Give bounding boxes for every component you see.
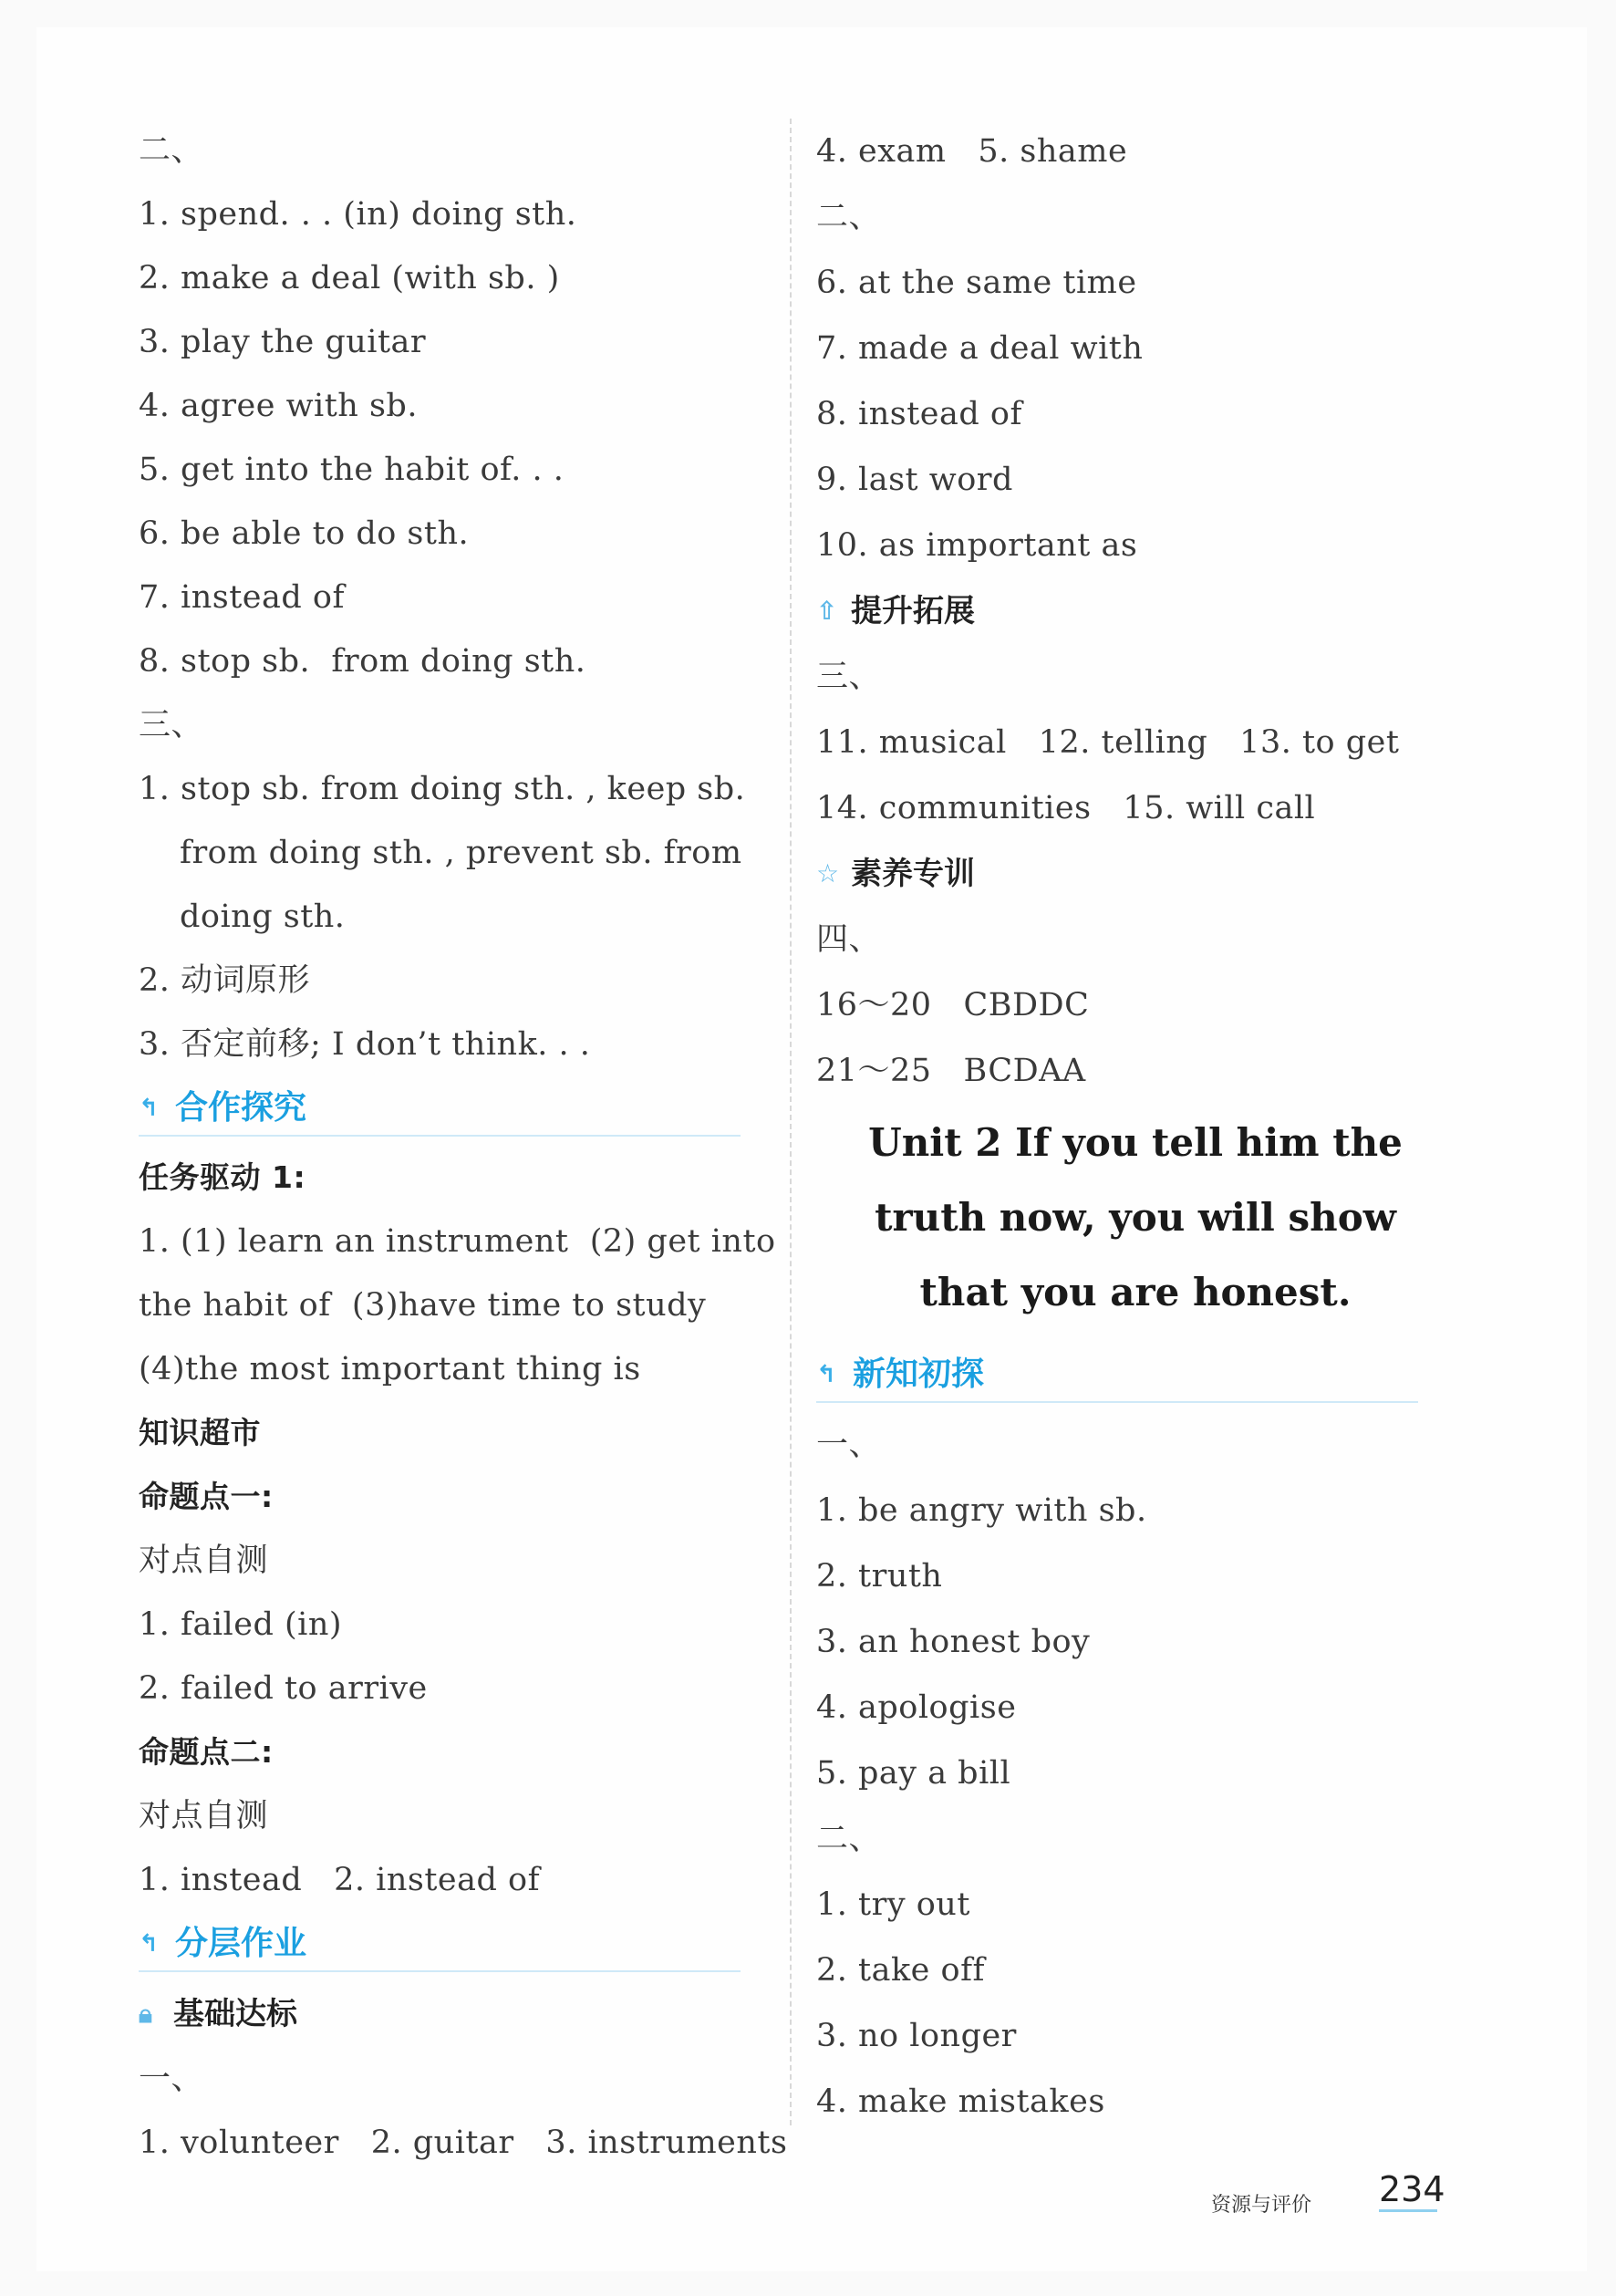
subsection-title-text: 提升拓展	[851, 593, 975, 629]
answer-line: 8. instead of	[816, 396, 1022, 432]
answer-line: 1. volunteer 2. guitar 3. instruments	[139, 2125, 788, 2161]
left-column	[139, 119, 788, 2175]
star-icon: ☆	[816, 858, 840, 888]
section-heading: 四、	[816, 921, 882, 958]
answer-line: 9. last word	[816, 462, 1013, 498]
answer-line: 5. get into the habit of. . .	[139, 452, 565, 488]
point-heading: 命题点一:	[139, 1479, 274, 1514]
self-test-label: 对点自测	[139, 1543, 269, 1579]
section-title-new-knowledge	[816, 1348, 1418, 1403]
up-arrow-icon: ⇧	[816, 596, 838, 626]
answer-line: 3. play the guitar	[139, 324, 427, 360]
answer-line: 6. be able to do sth.	[139, 515, 470, 552]
answer-line: the habit of (3)have time to study	[139, 1287, 707, 1324]
answer-line: (4)the most important thing is	[139, 1351, 641, 1387]
answer-line: 21～25 BCDAA	[816, 1053, 1086, 1089]
answer-line: 7. instead of	[139, 579, 345, 616]
answer-line: 2. make a deal (with sb. )	[139, 260, 560, 296]
bookmark-arrow-icon: ↰	[139, 1095, 159, 1122]
answer-line: 1. try out	[816, 1886, 970, 1923]
answer-line: 1. spend. . . (in) doing sth.	[139, 196, 577, 233]
unit-title	[816, 1106, 1455, 1330]
section-heading: 三、	[816, 659, 882, 695]
answer-line: 3. an honest boy	[816, 1624, 1091, 1660]
answer-line: 1. (1) learn an instrument (2) get into	[139, 1223, 776, 1260]
footer-label: 资源与评价	[1211, 2194, 1312, 2217]
answer-line: 10. as important as	[816, 527, 1138, 564]
answer-line: doing sth.	[180, 899, 346, 935]
subsection-basic	[139, 1981, 777, 2047]
answer-line: 5. pay a bill	[816, 1755, 1011, 1792]
answer-line: 1. stop sb. from doing sth. , keep sb.	[139, 771, 746, 807]
section-heading: 一、	[816, 1427, 882, 1463]
answer-line: 4. apologise	[816, 1689, 1017, 1726]
answer-line: 2. 动词原形	[139, 962, 311, 999]
subsection-title-text: 基础达标	[173, 1996, 297, 2032]
section-heading: 一、	[139, 2061, 204, 2097]
answer-line: 8. stop sb. from doing sth.	[139, 643, 586, 680]
answer-line: 7. made a deal with	[816, 330, 1144, 367]
answer-line: 16～20 CBDDC	[816, 987, 1090, 1023]
subsection-literacy	[816, 841, 1455, 907]
answer-line: 11. musical 12. telling 13. to get	[816, 724, 1400, 761]
right-column	[816, 119, 1455, 2135]
self-test-label: 对点自测	[139, 1798, 269, 1834]
knowledge-heading: 知识超市	[139, 1415, 261, 1450]
answer-line: 3. 否定前移; I don’t think. . .	[139, 1026, 591, 1063]
subsection-title-text: 素养专训	[851, 856, 975, 892]
section-title-homework	[139, 1917, 741, 1972]
answer-line: 2. take off	[816, 1952, 985, 1989]
section-title-cooperative	[139, 1082, 741, 1137]
section-heading: 二、	[816, 199, 882, 235]
answer-line: 1. be angry with sb.	[816, 1492, 1147, 1529]
answer-line: 1. failed (in)	[139, 1606, 343, 1643]
page-number: 234	[1379, 2169, 1437, 2212]
answer-line: from doing sth. , prevent sb. from	[180, 835, 742, 871]
unit-title-line: truth now, you will show	[875, 1195, 1396, 1240]
unit-title-line: that you are honest.	[919, 1270, 1352, 1314]
section-heading: 二、	[139, 132, 204, 169]
bookmark-arrow-icon: ↰	[139, 1930, 159, 1958]
section-title-text: 合作探究	[175, 1089, 307, 1127]
answer-line: 4. make mistakes	[816, 2083, 1105, 2120]
section-heading: 二、	[816, 1821, 882, 1857]
section-title-text: 新知初探	[853, 1356, 985, 1393]
lock-icon: 🔒︎	[139, 1999, 152, 2029]
unit-title-line: Unit 2 If you tell him the	[868, 1120, 1403, 1165]
column-divider	[790, 119, 792, 2125]
answer-line: 6. at the same time	[816, 265, 1137, 301]
answer-line: 2. truth	[816, 1558, 943, 1595]
answer-line: 4. agree with sb.	[139, 388, 418, 424]
subsection-improve	[816, 578, 1455, 644]
section-heading: 三、	[139, 707, 204, 743]
answer-line: 14. communities 15. will call	[816, 790, 1316, 826]
answer-line: 3. no longer	[816, 2018, 1017, 2054]
point-heading: 命题点二:	[139, 1734, 274, 1770]
bookmark-arrow-icon: ↰	[816, 1361, 836, 1388]
section-title-text: 分层作业	[175, 1925, 307, 1962]
answer-line: 1. instead 2. instead of	[139, 1862, 541, 1898]
task-heading: 任务驱动 1:	[139, 1159, 306, 1195]
answer-line: 2. failed to arrive	[139, 1670, 428, 1707]
answer-line: 4. exam 5. shame	[816, 133, 1128, 170]
